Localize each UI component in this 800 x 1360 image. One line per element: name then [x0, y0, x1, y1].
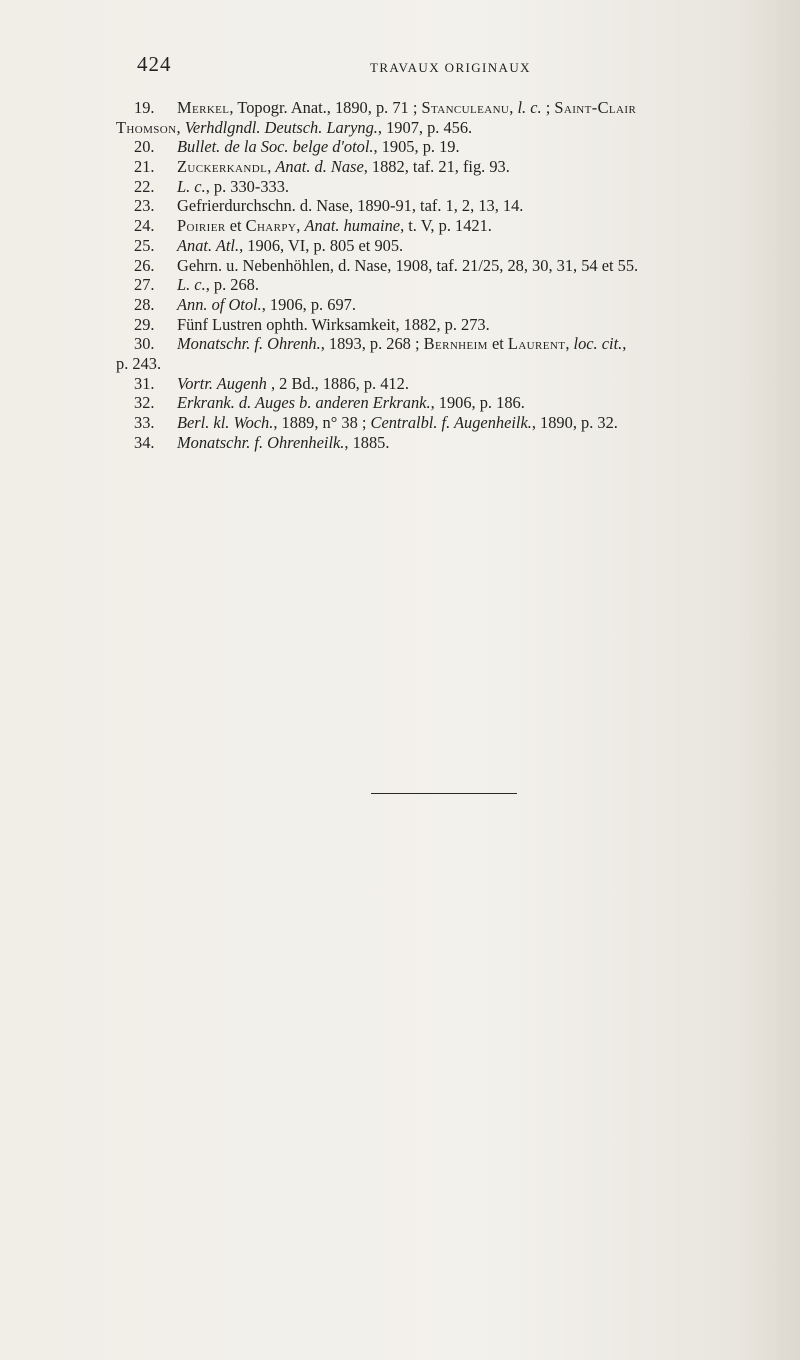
reference-entry — [0, 413, 800, 433]
work-title: L. c. — [177, 176, 206, 196]
reference-number: 27. — [134, 275, 155, 295]
citation-detail: , — [296, 216, 305, 236]
reference-text — [177, 157, 510, 177]
citation-detail: , t. V, p. 1421. — [400, 216, 492, 236]
reference-entry — [0, 216, 800, 236]
author-name: Zuckerkandl — [177, 157, 268, 177]
reference-text — [177, 98, 636, 118]
reference-entry — [0, 236, 800, 256]
citation-detail: , 1906, VI, p. 805 et 905. — [239, 235, 404, 255]
citation-detail: , 1907, p. 456. — [377, 117, 473, 137]
page-number: 424 — [137, 52, 172, 76]
citation-detail: , p. 268. — [205, 275, 259, 295]
reference-entry — [0, 196, 800, 216]
reference-text — [177, 196, 523, 216]
reference-entry — [0, 118, 800, 138]
citation-detail: , 1906, p. 697. — [261, 294, 356, 314]
author-name: Merkel — [177, 98, 230, 117]
reference-number: 26. — [134, 255, 155, 275]
work-title: L. c. — [177, 275, 206, 295]
work-title: Ann. of Otol. — [177, 294, 262, 314]
reference-number: 32. — [134, 393, 155, 413]
work-title: Monatschr. f. Ohrenh. — [177, 334, 321, 354]
reference-text — [177, 393, 525, 413]
reference-number: 29. — [134, 314, 155, 334]
work-title: Bullet. de la Soc. belge d'otol. — [177, 137, 374, 157]
work-title: l. c. — [517, 98, 542, 117]
citation-detail: , 1906, p. 186. — [430, 393, 525, 413]
reference-entry — [0, 374, 800, 394]
citation-detail: Fünf Lustren ophth. Wirksamkeit, 1882, p. 273. — [177, 314, 490, 334]
reference-entry — [0, 137, 800, 157]
page-header — [0, 52, 800, 82]
citation-detail: , — [565, 334, 574, 354]
reference-number: 21. — [134, 157, 155, 177]
reference-number: 22. — [134, 176, 155, 196]
citation-detail: et — [487, 334, 508, 354]
author-name: Bernheim — [423, 334, 488, 354]
reference-text — [177, 177, 289, 197]
reference-text — [116, 118, 472, 138]
reference-entry — [0, 433, 800, 453]
reference-entry — [0, 256, 800, 276]
reference-text — [177, 433, 389, 453]
citation-detail: , — [176, 117, 185, 137]
reference-text — [177, 256, 638, 276]
author-name: Saint-Clair — [554, 98, 637, 117]
reference-entry — [0, 354, 800, 374]
reference-entry — [0, 315, 800, 335]
work-title: Berl. kl. Woch. — [177, 413, 274, 432]
reference-text — [177, 275, 259, 295]
reference-text — [177, 374, 409, 394]
reference-entry — [0, 177, 800, 197]
reference-number: 33. — [134, 413, 155, 432]
citation-detail: ; — [541, 98, 555, 117]
reference-text — [177, 236, 403, 256]
reference-text — [177, 137, 460, 157]
reference-number: 23. — [134, 196, 155, 216]
reference-text — [177, 295, 356, 315]
citation-detail: , — [622, 334, 627, 354]
author-name: Laurent — [507, 334, 566, 354]
reference-number: 25. — [134, 235, 155, 255]
work-title: Anat. humaine — [304, 216, 401, 236]
author-name: Thomson — [116, 117, 177, 137]
citation-detail: p. 243. — [116, 353, 162, 373]
author-name: Poirier — [177, 216, 226, 236]
reference-number: 20. — [134, 137, 155, 157]
reference-number: 34. — [134, 432, 155, 452]
reference-text — [177, 334, 626, 354]
author-name: Stanculeanu — [421, 98, 510, 117]
citation-detail: , 1882, taf. 21, fig. 93. — [363, 157, 510, 177]
reference-number: 31. — [134, 373, 155, 393]
reference-number: 24. — [134, 216, 155, 236]
citation-detail: , 1885. — [344, 432, 390, 452]
reference-number: 19. — [134, 98, 155, 117]
citation-detail: , — [509, 98, 518, 117]
citation-detail: , 1905, p. 19. — [373, 137, 460, 157]
reference-text — [177, 315, 490, 335]
work-title: Monatschr. f. Ohrenheilk. — [177, 432, 345, 452]
citation-detail: , 1889, n° 38 ; — [273, 413, 371, 432]
running-head: TRAVAUX ORIGINAUX — [370, 60, 531, 75]
reference-entry — [0, 393, 800, 413]
citation-detail: , 1893, p. 268 ; — [320, 334, 424, 354]
work-title: Verhdlgndl. Deutsch. Laryng. — [184, 117, 378, 137]
reference-text — [177, 216, 492, 236]
reference-entry — [0, 275, 800, 295]
work-title: Anat. d. Nase — [275, 157, 364, 177]
reference-text — [116, 354, 161, 374]
reference-number: 28. — [134, 294, 155, 314]
citation-detail: Gefrierdurchschn. d. Nase, 1890-91, taf. 1, 2, 13, 14. — [177, 196, 524, 216]
work-title: Vortr. Augenh — [177, 373, 267, 393]
citation-detail: , p. 330-333. — [205, 176, 290, 196]
citation-detail: , — [267, 157, 276, 177]
reference-text — [177, 413, 618, 433]
author-name: Charpy — [245, 216, 297, 236]
reference-entry — [0, 334, 800, 354]
work-title: Centralbl. f. Augenheilk. — [370, 413, 532, 432]
citation-detail: , 2 Bd., 1886, p. 412. — [266, 373, 409, 393]
citation-detail: , Topogr. Anat., 1890, p. 71 ; — [229, 98, 422, 117]
work-title: loc. cit. — [573, 334, 623, 354]
reference-list — [0, 98, 800, 452]
citation-detail: , 1890, p. 32. — [531, 413, 618, 432]
end-rule — [371, 793, 517, 794]
work-title: Anat. Atl. — [177, 235, 240, 255]
citation-detail: et — [225, 216, 246, 236]
reference-entry — [0, 295, 800, 315]
work-title: Erkrank. d. Auges b. anderen Erkrank. — [177, 393, 431, 413]
reference-entry — [0, 157, 800, 177]
reference-entry — [0, 98, 800, 118]
citation-detail: Gehrn. u. Nebenhöhlen, d. Nase, 1908, taf. 21/25, 28, 30, 31, 54 et 55. — [177, 255, 639, 275]
reference-number: 30. — [134, 334, 155, 354]
